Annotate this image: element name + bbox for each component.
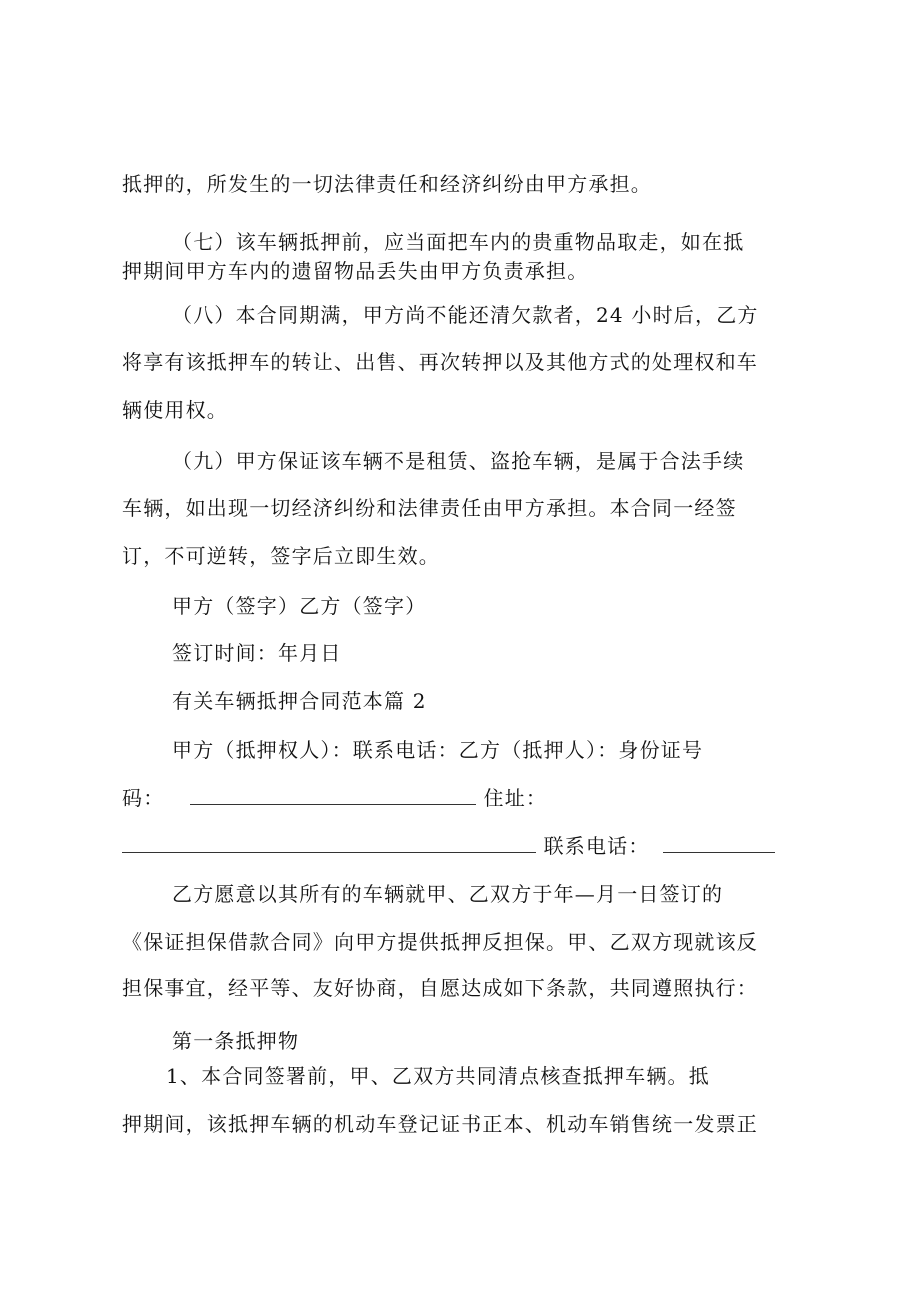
signature-line: 甲方（签字）乙方（签字） [172,594,427,618]
signing-date-line: 签订时间：年月日 [172,641,342,665]
id-number-label: 码： [122,786,165,810]
paragraph-line: （七）该车辆抵押前，应当面把车内的贵重物品取走，如在抵 [172,230,745,254]
paragraph-line: （九）甲方保证该车辆不是租赁、盗抢车辆，是属于合法手续 [172,449,745,473]
phone-blank [663,834,775,853]
paragraph-line: 1、本合同签署前，甲、乙双方共同清点核查抵押车辆。抵 [166,1064,710,1088]
paragraph-line: 抵押的，所发生的一切法律责任和经济纠纷由甲方承担。 [122,172,652,196]
address-phone-line [122,834,775,858]
section-title: 有关车辆抵押合同范本篇 2 [172,689,427,713]
paragraph-line: 押期间，该抵押车辆的机动车登记证书正本、机动车销售统一发票正 [122,1112,758,1136]
party-info-line: 甲方（抵押权人）：联系电话：乙方（抵押人）：身份证号 [172,738,704,762]
paragraph-line: 将享有该抵押车的转让、出售、再次转押以及其他方式的处理权和车 [122,350,758,374]
paragraph-line: 订，不可逆转，签字后立即生效。 [122,544,440,568]
address-label: 住址： [483,786,548,810]
paragraph-line: （八）本合同期满，甲方尚不能还清欠款者，24 小时后，乙方 [172,303,759,327]
paragraph-line: 车辆，如出现一切经济纠纷和法律责任由甲方承担。本合同一经签 [122,496,737,520]
paragraph-line: 押期间甲方车内的遗留物品丢失由甲方负责承担。 [122,259,589,283]
id-address-line [122,786,547,810]
paragraph-line: 《保证担保借款合同》向甲方提供抵押反担保。甲、乙双方现就该反 [122,930,758,954]
address-blank [122,834,536,853]
paragraph-line: 辆使用权。 [122,398,228,422]
paragraph-line: 担保事宜，经平等、友好协商，自愿达成如下条款，共同遵照执行： [122,976,758,1000]
clause-title: 第一条抵押物 [172,1029,300,1053]
phone-label: 联系电话： [543,834,650,858]
paragraph-line: 乙方愿意以其所有的车辆就甲、乙双方于年—月一日签订的 [172,882,724,906]
id-number-blank [190,786,476,805]
